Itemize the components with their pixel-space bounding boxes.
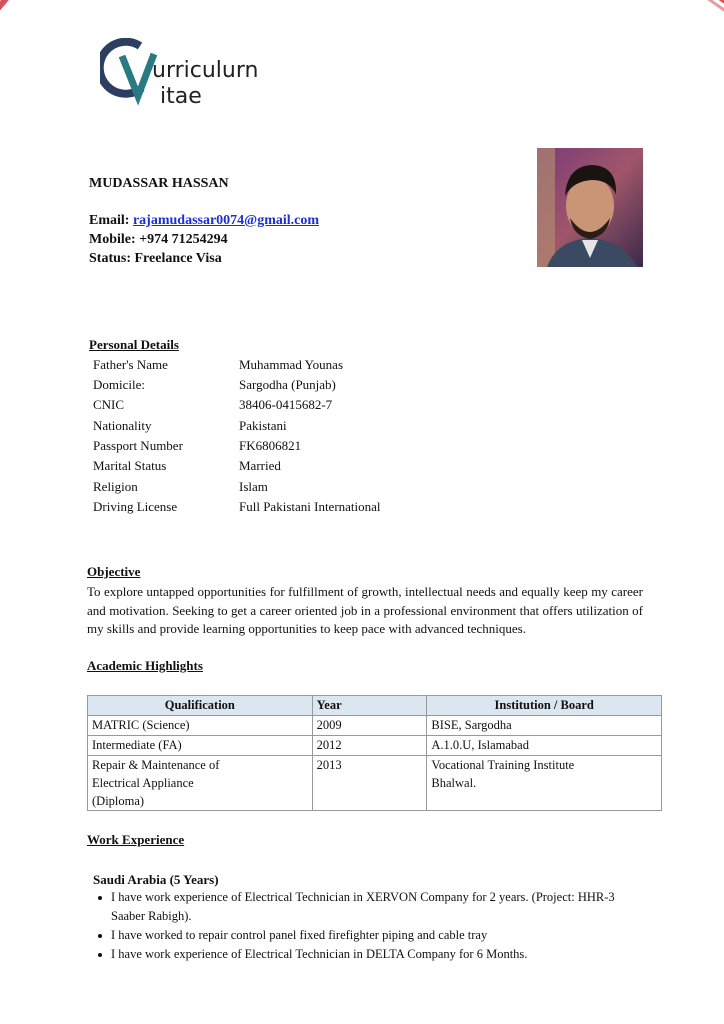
table-row [88, 756, 662, 811]
work-subtitle: Saudi Arabia (5 Years) [93, 872, 219, 887]
year-cell: 2009 [312, 716, 427, 736]
logo-text-curriculum: urriculurn [152, 58, 259, 83]
email-label: Email: [89, 213, 130, 228]
column-header: Qualification [88, 696, 313, 716]
personal-details-title: Personal Details [89, 337, 179, 352]
mobile-line: Mobile: +974 71254294 [89, 232, 228, 247]
year-cell: 2013 [312, 756, 427, 811]
corner-decoration-right [664, 0, 724, 40]
list-item: I have work experience of Electrical Technician in XERVON Company for 2 years. (Project: HHR-3 Saaber Rabigh). [93, 888, 648, 926]
academic-table [87, 695, 662, 811]
list-item: I have worked to repair control panel fixed firefighter piping and cable tray [93, 926, 648, 945]
qualification-cell: Repair & Maintenance of Electrical Appliance (Diploma) [88, 756, 313, 811]
table-header-row [88, 696, 662, 716]
table-row [88, 716, 662, 736]
year-cell: 2012 [312, 736, 427, 756]
column-header: Year [312, 696, 427, 716]
bullet-icon [98, 896, 102, 900]
list-item: I have work experience of Electrical Technician in DELTA Company for 6 Months. [93, 945, 648, 964]
objective-title: Objective [87, 564, 141, 579]
bullet-icon [98, 953, 102, 957]
cv-logo [100, 38, 300, 108]
work-experience-title: Work Experience [87, 832, 185, 847]
column-header: Institution / Board [427, 696, 662, 716]
profile-photo [537, 148, 643, 267]
institution-cell: Vocational Training Institute Bhalwal. [427, 756, 662, 811]
logo-text-vitae: itae [160, 84, 202, 109]
bullet-icon [98, 934, 102, 938]
institution-cell: BISE, Sargodha [427, 716, 662, 736]
candidate-name: MUDASSAR HASSAN [89, 176, 229, 191]
email-link[interactable]: rajamudassar0074@gmail.com [132, 213, 320, 228]
institution-cell: A.1.0.U, Islamabad [427, 736, 662, 756]
table-row [88, 736, 662, 756]
qualification-cell: MATRIC (Science) [88, 716, 313, 736]
qualification-cell: Intermediate (FA) [88, 736, 313, 756]
email-line [89, 213, 319, 229]
academic-title: Academic Highlights [87, 658, 203, 673]
work-list [93, 888, 648, 964]
objective-text: To explore untapped opportunities for fulfillment of growth, intellectual needs and equally keep my career and motivation. Seeking to get a career oriented job in a professional environment that offers utilization of my skills and provide learning opportunities to keep pace with advanced techniques. [87, 584, 643, 636]
status-line: Status: Freelance Visa [89, 251, 222, 266]
